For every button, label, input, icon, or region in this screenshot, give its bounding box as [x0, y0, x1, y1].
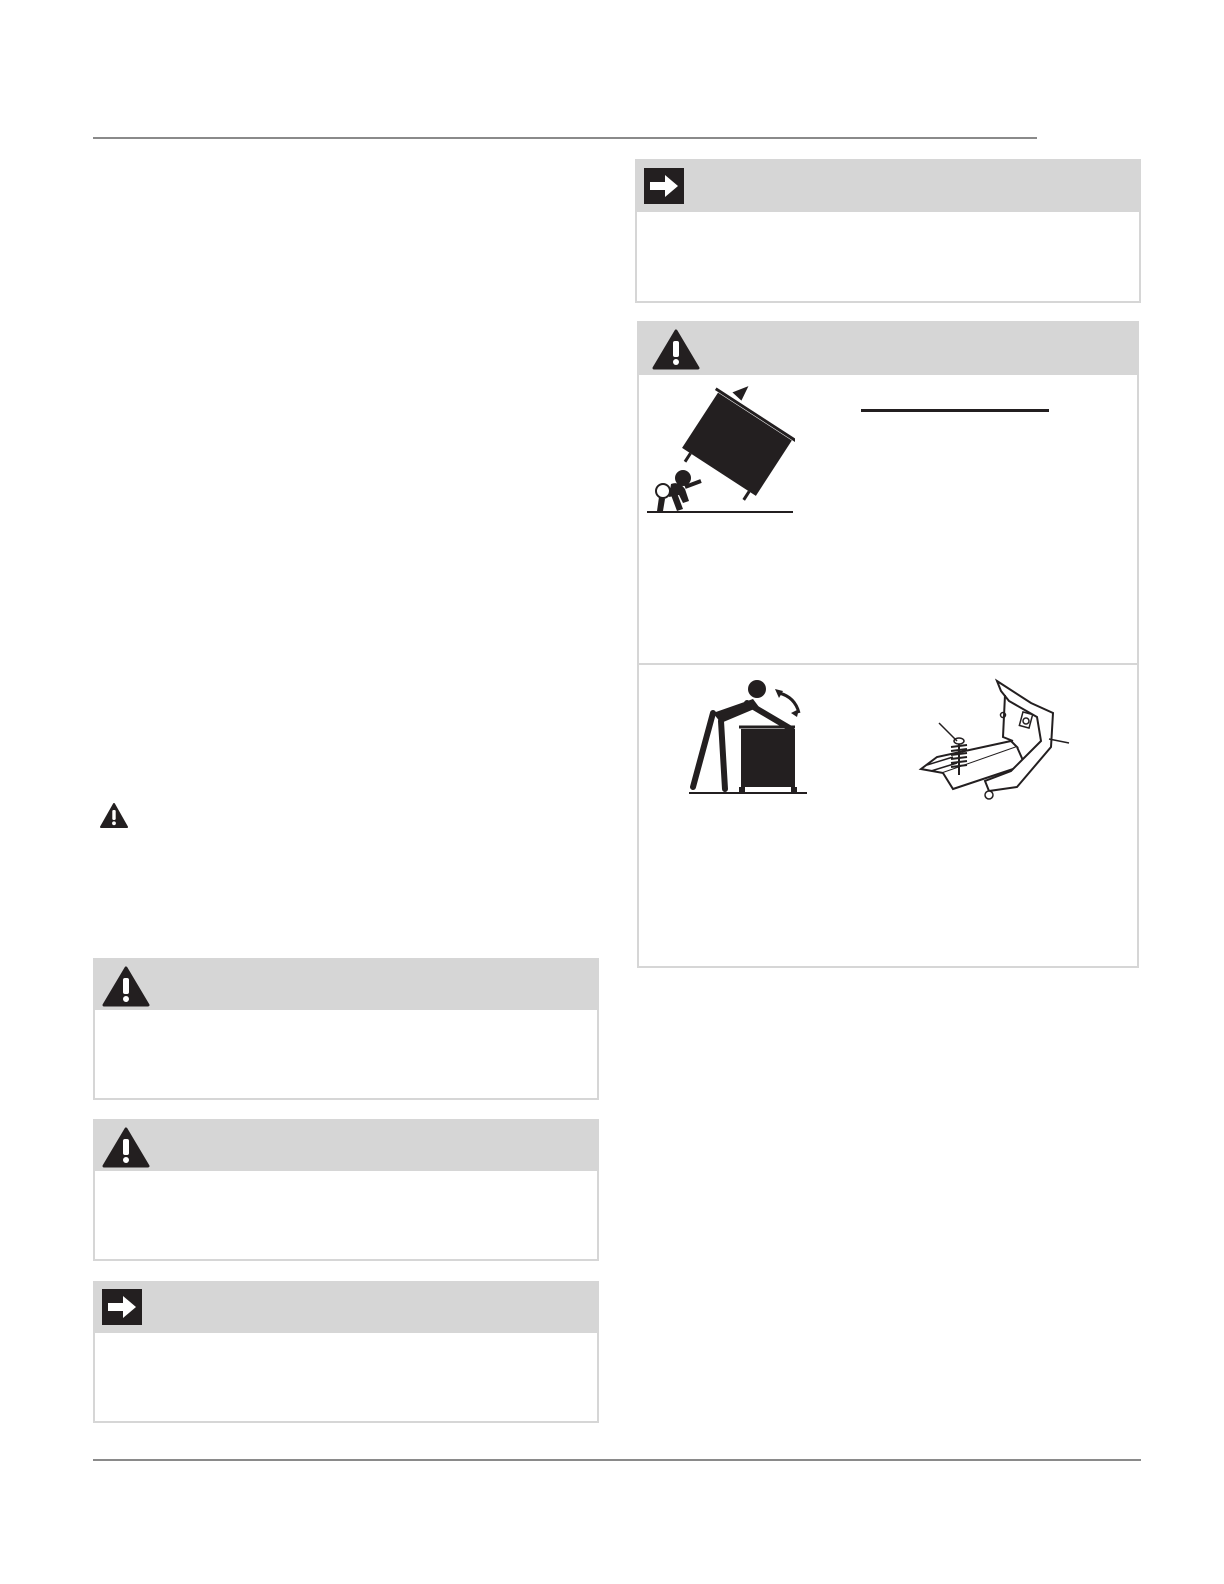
person-tilting-range-icon	[687, 677, 809, 799]
panel-divider	[639, 663, 1137, 665]
child-tipping-range-icon	[645, 385, 795, 517]
warning-panel-header	[639, 323, 1137, 375]
notice-panel-header	[95, 1283, 597, 1333]
arrow-right-icon	[102, 1289, 142, 1325]
tip-over-warning-panel	[637, 321, 1139, 968]
top-rule	[93, 137, 1037, 139]
notice-panel-header	[637, 161, 1139, 212]
notice-panel-1	[93, 1281, 599, 1423]
notice-panel-2	[635, 159, 1141, 303]
warning-icon	[101, 966, 151, 1008]
heading-underline	[861, 409, 1049, 412]
anti-tip-bracket-icon	[913, 677, 1073, 807]
warning-icon	[651, 329, 701, 371]
warning-icon	[99, 802, 129, 829]
arrow-right-icon	[644, 168, 684, 204]
warning-panel-1	[93, 958, 599, 1100]
bottom-rule	[93, 1459, 1141, 1461]
warning-panel-header	[95, 960, 597, 1010]
warning-panel-2	[93, 1119, 599, 1261]
warning-panel-header	[95, 1121, 597, 1171]
warning-icon	[101, 1127, 151, 1169]
